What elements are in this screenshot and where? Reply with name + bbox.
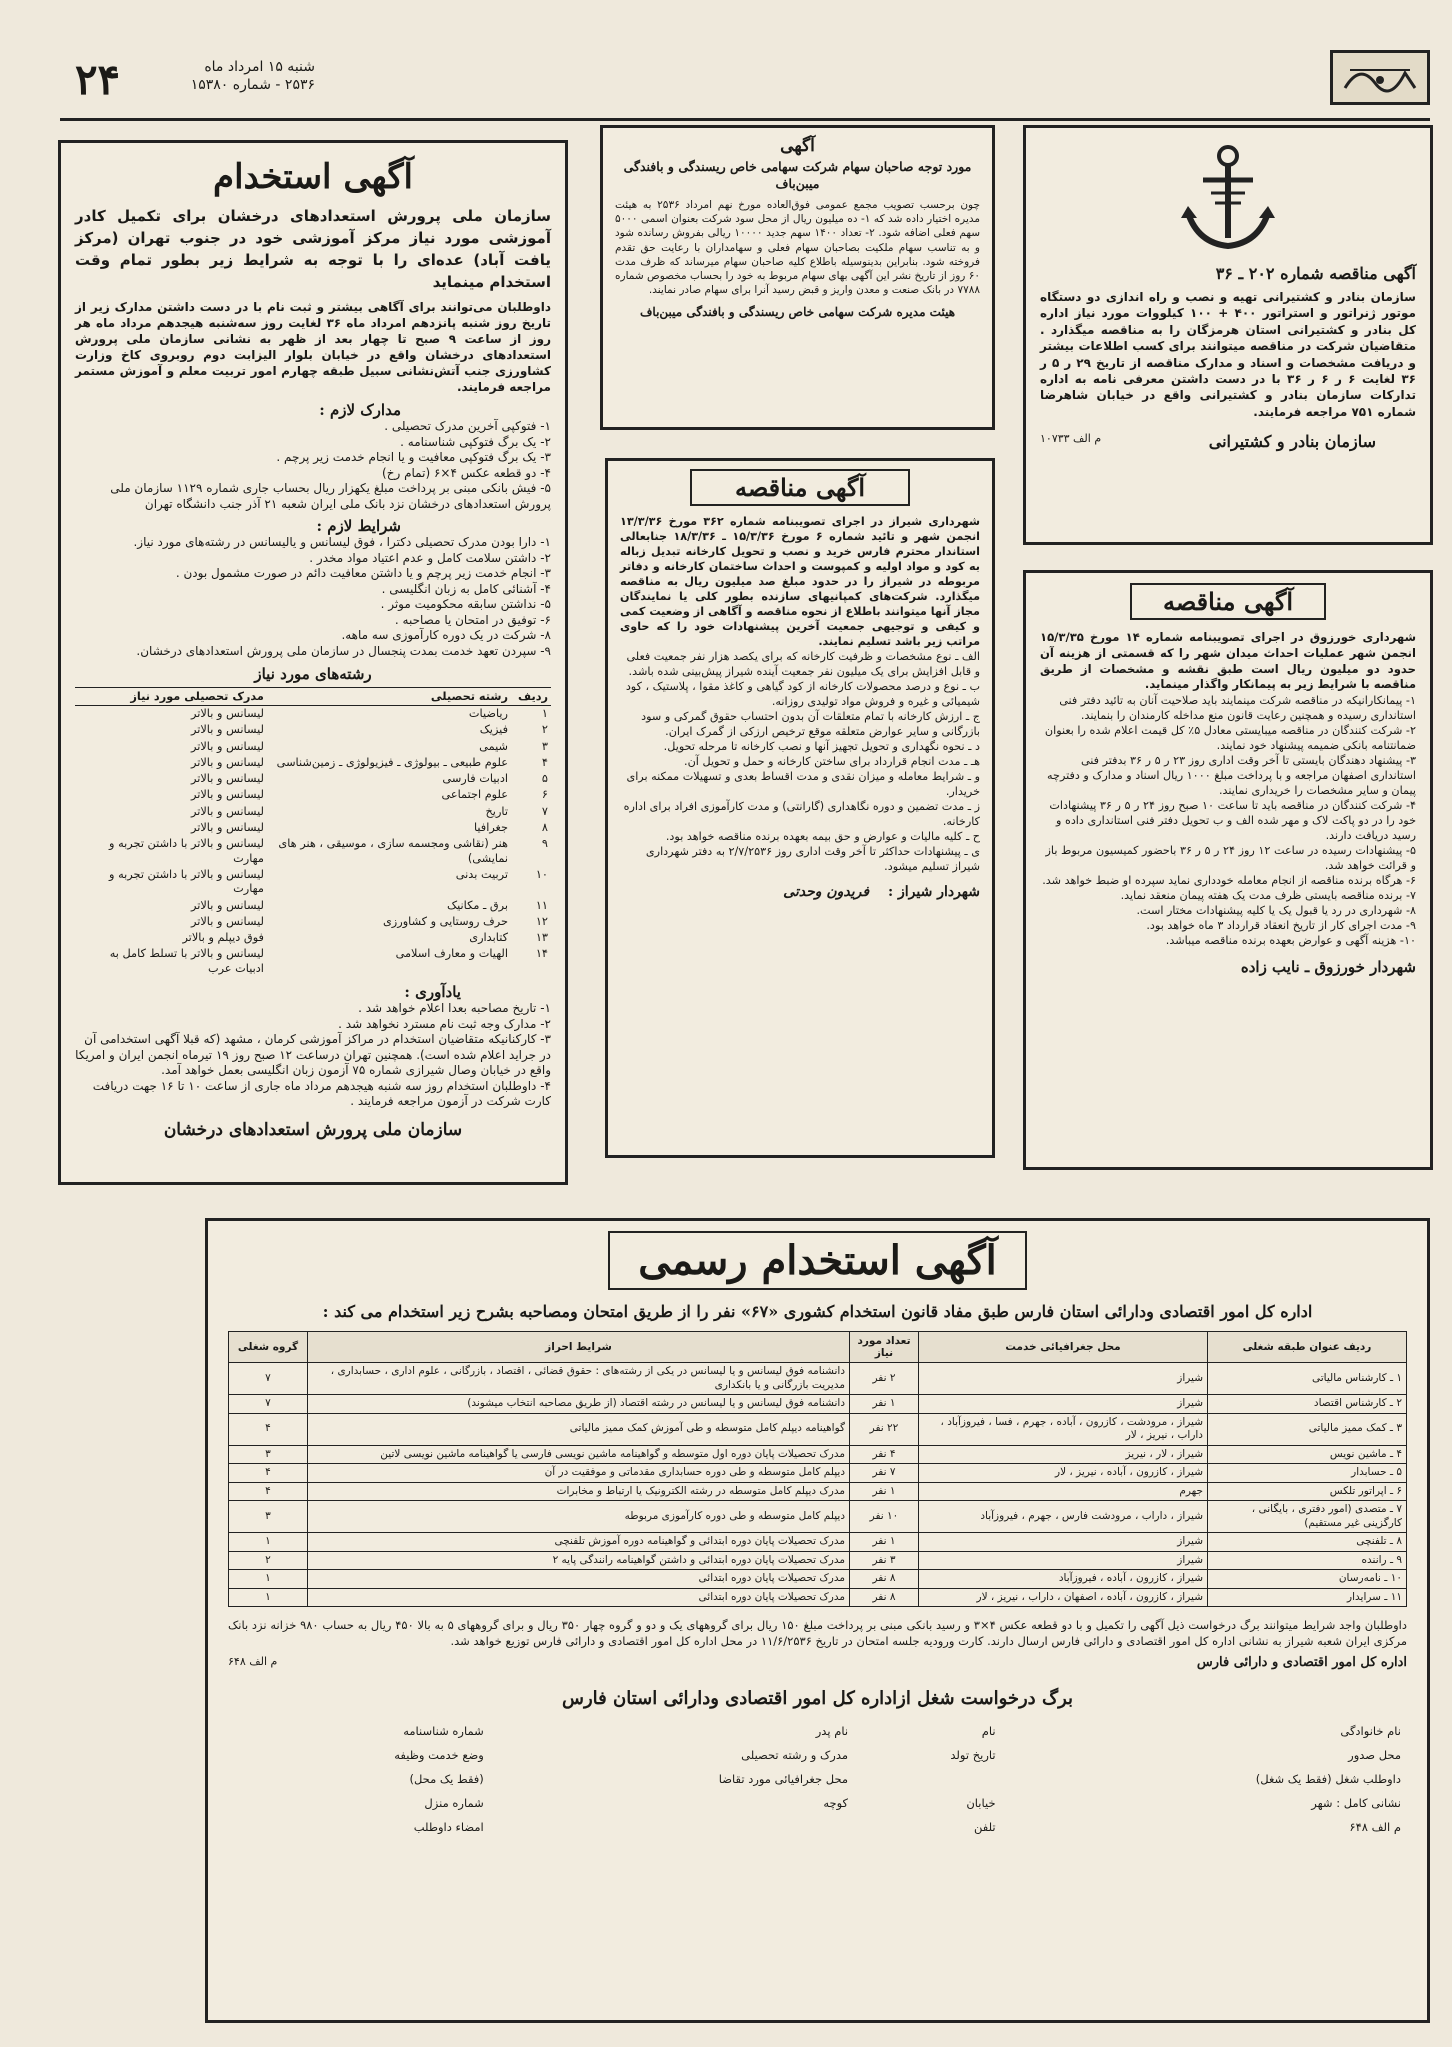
form-row	[228, 1767, 1407, 1791]
row-degree: لیسانس و بالاتر	[190, 788, 264, 802]
positions-table	[228, 1331, 1407, 1607]
application-form	[228, 1719, 1407, 1839]
position-location: شیراز ، کازرون ، آباده ، فیروزآباد	[919, 1570, 1208, 1589]
row-field: شیمی	[479, 739, 508, 753]
employment-ad	[58, 140, 568, 1185]
form-field-label: م الف ۶۴۸	[1349, 1820, 1401, 1834]
conditions-item: ۵- نداشتن سابقه محکومیت موثر .	[380, 597, 551, 611]
row-index: ۳	[541, 739, 548, 753]
docs-item: ۲- یک برگ فتوکپی شناسنامه .	[400, 434, 551, 449]
table-row	[229, 1588, 1407, 1607]
tender-clause: ز ـ مدت تضمین و دوره نگاهداری (گارانتی) و مدت کارآموزی افراد برای اداره کارخانه.	[623, 800, 980, 828]
row-field: فیزیک	[479, 723, 508, 737]
position-requirements: دانشنامه فوق لیسانس و یا لیسانس در رشته اقتصاد (از طریق مصاحبه انتخاب میشوند)	[308, 1395, 850, 1414]
form-field-label: تلفن	[974, 1820, 996, 1834]
form-field-label: (فقط یک محل)	[409, 1772, 484, 1786]
shiraz-tender-ad	[605, 458, 995, 1158]
header-rule	[60, 118, 1430, 121]
position-title: ۸ ـ تلفنچی	[1208, 1533, 1407, 1552]
ports-tender-title: آگهی مناقصه شماره ۲۰۲ ـ ۳۶	[1215, 264, 1416, 283]
position-title: ۱۱ ـ سرایدار	[1208, 1588, 1407, 1607]
position-title: ۲ ـ کارشناس اقتصاد	[1208, 1395, 1407, 1414]
share-sale-body: چون برحسب تصویب مجمع عمومی فوق‌العاده مورخ نهم امرداد ۲۵۳۶ به هیئت مدیره اختیار داده شد که ۱- ده میلیون ریال از محل سود شرکت بعنوان اسمی ۵۰۰۰ سهم فعلی اضافه شود. ۲- تعداد ۱۴۰۰ سهم جدید ۱۰۰۰۰ ریالی بفروش رسانده شود و به تناسب سهام ملکیت بصاحبان سهام فعلی و سهامداران با رعایت حق تقدم فروخته شود. بنابراین بدینوسیله باطلاع کلیه صاحبان سهام میرساند که ظرف مدت ۶۰ روز از تاریخ نشر این آگهی بهای سهام مربوط به خود را بحساب مخصوص شماره ۷۷۸۸ در بانک صنعت و معدن واریز و قبض رسید آنرا برای سهام صادر نمایند.	[615, 199, 981, 297]
table-row	[75, 739, 551, 755]
position-title: ۱۰ ـ نامه‌رسان	[1208, 1570, 1407, 1589]
tender-clause: ۱۰- هزینه آگهی و عوارض بعهده برنده مناقصه میباشد.	[1165, 934, 1416, 948]
table-row	[75, 914, 551, 930]
row-degree: لیسانس و بالاتر	[190, 821, 264, 835]
form-field-label: شماره منزل	[424, 1796, 484, 1810]
docs-item: ۵- فیش بانکی مبنی بر پرداخت مبلغ یکهزار ریال بحساب جاری شماره ۱۱۲۹ سازمان ملی پرورش استعدادهای درخشان نزد بانک ملی ایران شعبه ۲۱ آذر جنب دانشگاه تهران	[110, 481, 551, 511]
fields-title: رشته‌های مورد نیاز	[254, 665, 372, 683]
positions-header-requirements: شرایط احراز	[308, 1332, 850, 1363]
form-field-label: مدرک و رشته تحصیلی	[741, 1748, 849, 1762]
position-count: ۷ نفر	[850, 1464, 919, 1483]
position-location: شیراز	[919, 1533, 1208, 1552]
position-group: ۳	[229, 1501, 308, 1533]
signature-name: فریدون وحدتی	[783, 884, 870, 900]
conditions-item: ۲- داشتن سلامت کامل و عدم اعتیاد مواد مخدر .	[309, 550, 551, 565]
tender-clause: ۴- شرکت کنندگان در مناقصه باید تا ساعت ۱۰ صبح روز ۲۴ ر ۵ ر ۳۶ پیشنهادات خود را در دو پاکت لاک و مهر شده الف و ب تحویل دفتر فنی استانداری داده و رسید دریافت دارند.	[1049, 799, 1416, 843]
official-employment-issuer: اداره کل امور اقتصادی و دارائی فارس	[1196, 1655, 1407, 1670]
row-field: هنر (نقاشی ومجسمه سازی ، موسیقی ، هنر های نمایشی)	[278, 837, 508, 865]
form-field-label	[490, 1815, 854, 1839]
khorzuq-tender-ad	[1023, 570, 1433, 1170]
position-requirements: مدرک تحصیلات پایان دوره ابتدائی	[308, 1570, 850, 1589]
row-degree: لیسانس و بالاتر	[190, 772, 264, 786]
form-field-label: نام خانوادگی	[1340, 1724, 1401, 1738]
row-index: ۱۴	[535, 947, 548, 961]
fields-table	[75, 687, 551, 977]
position-location: شیراز ، داراب ، مرودشت فارس ، جهرم ، فیروزآباد	[919, 1501, 1208, 1533]
position-group: ۴	[229, 1464, 308, 1483]
conditions-item: ۳- انجام خدمت زیر پرچم و یا داشتن معافیت دائم در صورت مشمول بودن .	[175, 566, 551, 580]
newspaper-logo	[1330, 50, 1430, 105]
anchor-emblem-icon	[1173, 138, 1283, 258]
conditions-list	[75, 535, 551, 659]
notes-list	[75, 1001, 551, 1110]
form-field-label: وضع خدمت وظیفه	[394, 1748, 484, 1762]
position-group: ۱	[229, 1570, 308, 1589]
row-field: علوم طبیعی ـ بیولوژی ـ فیزیولوژی ـ زمین‌شناسی	[276, 755, 508, 769]
position-title: ۵ ـ حسابدار	[1208, 1464, 1407, 1483]
tender-clause: الف ـ نوع مشخصات و ظرفیت کارخانه که برای یکصد هزار نفر جمعیت فعلی و قابل افزایش برای یک میلیون نفر جمعیت آینده شیراز پیش‌بینی شده باشد.	[626, 650, 980, 678]
position-location: شیراز ، کازرون ، آباده ، نیریز ، لار	[919, 1464, 1208, 1483]
position-requirements: مدرک تحصیلات پایان دوره ابتدائی	[308, 1588, 850, 1607]
tender-clause: ج ـ ارزش کارخانه با تمام متعلقات آن بدون احتساب حقوق گمرکی و سود بازرگانی و سایر عوارض متعلقه موقع ترخیص ارزکی از گمرک ایران.	[641, 710, 980, 738]
row-degree: لیسانس و بالاتر با داشتن تجربه و مهارت	[109, 867, 264, 896]
position-count: ۳ نفر	[850, 1551, 919, 1570]
ports-tender-footer	[1040, 432, 1416, 451]
table-row	[75, 930, 551, 946]
tender-clause: ح ـ کلیه مالیات و عوارض و حق بیمه بعهده برنده مناقصه خواهد بود.	[665, 830, 980, 843]
official-employment-ad	[205, 1218, 1430, 2023]
notes-item: ۳- کارکنانیکه متقاضیان استخدام در مراکز آموزشی کرمان ، مشهد (که قبلا آگهی استخدامی آن در جراید اعلام شده است). همچنین تهران درساعت ۱۲ صبح روز ۱۹ تیرماه انجمن ایران و امریکا واقع در خیابان وصال شیرازی شماره ۷۵ آزمون زبان انگلیسی بعمل خواهد آمد.	[75, 1032, 551, 1078]
tender-clause: ۶- هرگاه برنده مناقصه از انجام معامله خودداری نماید سپرده او ضبط خواهد شد.	[1042, 874, 1416, 888]
position-group: ۱	[229, 1588, 308, 1607]
position-title: ۳ ـ کمک ممیز مالیاتی	[1208, 1413, 1407, 1445]
row-degree: لیسانس و بالاتر با تسلط کامل به ادبیات عرب	[109, 947, 264, 975]
row-field: تاریخ	[485, 804, 508, 818]
position-count: ۲۲ نفر	[850, 1413, 919, 1445]
official-employment-subtitle: اداره کل امور اقتصادی ودارائی استان فارس طبق مفاد قانون استخدام کشوری «۶۷» نفر را از طریق امتحان ومصاحبه بشرح زیر استخدام می کند :	[322, 1302, 1313, 1321]
row-index: ۱۱	[535, 898, 548, 912]
share-sale-title: آگهی	[780, 136, 815, 156]
table-row	[75, 706, 551, 723]
table-row	[229, 1570, 1407, 1589]
share-sale-subtitle: مورد توجه صاحبان سهام شرکت سهامی خاص ریسندگی و بافندگی میبن‌باف	[623, 159, 972, 191]
application-form-title: برگ درخواست شغل ازاداره کل امور اقتصادی ودارائی استان فارس	[561, 1688, 1074, 1709]
row-degree: فوق دیپلم و بالاتر	[182, 931, 264, 945]
row-degree: لیسانس و بالاتر	[190, 804, 264, 818]
table-row	[75, 836, 551, 867]
row-index: ۸	[541, 821, 548, 835]
position-location: شیراز ، کازرون ، آباده ، اصفهان ، داراب ، نیریز ، لار	[919, 1588, 1208, 1607]
row-field: حرف روستایی و کشاورزی	[382, 914, 508, 928]
employment-ad-signature: سازمان ملی پرورش استعدادهای درخشان	[163, 1119, 463, 1140]
position-requirements: دیپلم کامل متوسطه و طی دوره کارآموزی مربوطه	[308, 1501, 850, 1533]
conditions-item: ۱- دارا بودن مدرک تحصیلی دکترا ، فوق لیسانس و یالیسانس در رشته‌های مورد نیاز.	[133, 535, 551, 549]
tender-clause: ۹- مدت اجرای کار از تاریخ انعقاد قرارداد ۳ ماه خواهد بود.	[1146, 919, 1416, 933]
table-row	[75, 771, 551, 787]
row-field: کتابداری	[469, 931, 508, 945]
form-row	[228, 1719, 1407, 1743]
row-field: برق ـ مکانیک	[446, 898, 508, 912]
position-requirements: مدرک تحصیلات پایان دوره ابتدائی و گواهینامه دوره آموزش تلفنچی	[308, 1533, 850, 1552]
tender-clause: د ـ نحوه نگهداری و تحویل تجهیز آنها و نصب کارخانه تا مرحله تحویل.	[663, 740, 980, 753]
row-degree: لیسانس و بالاتر	[190, 914, 264, 928]
position-count: ۴ نفر	[850, 1445, 919, 1464]
position-group: ۳	[229, 1445, 308, 1464]
positions-header-group: گروه شغلی	[229, 1332, 308, 1363]
row-degree: لیسانس و بالاتر با داشتن تجربه و مهارت	[109, 837, 264, 865]
form-field-label: خیابان	[966, 1796, 996, 1810]
form-row	[228, 1791, 1407, 1815]
row-index: ۱۲	[535, 914, 548, 928]
row-index: ۱	[541, 707, 548, 720]
docs-list	[75, 419, 551, 512]
row-index: ۲	[541, 723, 548, 737]
position-location: شیراز	[919, 1363, 1208, 1395]
conditions-title: شرایط لازم :	[316, 517, 401, 535]
tender-clause: ۳- پیشنهاد دهندگان بایستی تا آخر وقت اداری روز ۲۳ ر ۵ ر ۳۶ بدفتر فنی استانداری اصفهان مراجعه و با پرداخت مبلغ ۱۰۰۰ ریال اسناد و مدارک و دفترچه پیمان و سایر مشخصات را خریداری نمایند.	[1047, 754, 1416, 798]
tender-clause: ۸- شهرداری در رد یا قبول یک یا کلیه پیشنهادات مختار است.	[1136, 904, 1416, 918]
table-row	[75, 898, 551, 914]
table-row	[75, 804, 551, 820]
table-row	[75, 820, 551, 836]
row-index: ۴	[541, 755, 548, 769]
date-line: شنبه ۱۵ امرداد ماه	[204, 59, 315, 75]
notes-item: ۴- داوطلبان استخدام روز سه شنبه هیجدهم مرداد ماه جاری از ساعت ۱۰ تا ۱۶ جهت دریافت کارت شرکت در آزمون مراجعه فرمایند .	[92, 1078, 551, 1109]
tender-clause: ۷- برنده مناقصه بایستی ظرف مدت یک هفته پیمان منعقد نماید.	[1120, 889, 1416, 903]
row-field: ادبیات فارسی	[442, 772, 508, 786]
table-row	[229, 1501, 1407, 1533]
position-title: ۴ ـ ماشین نویس	[1208, 1445, 1407, 1464]
issue-date	[135, 58, 315, 94]
fields-header-degree: مدرک تحصیلی مورد نیاز	[75, 688, 267, 706]
row-field: ریاضیات	[468, 707, 508, 720]
notes-item: ۱- تاریخ مصاحبه بعدا اعلام خواهد شد .	[358, 1001, 551, 1016]
tender-clause: ب ـ نوع و درصد محصولات کارخانه از کود گیاهی و کاغذ مقوا ، پلاستیک ، کود شیمیائی و غیره و فروش مواد تولیدی روزانه.	[625, 680, 980, 708]
position-title: ۷ ـ متصدی (امور دفتری ، بایگانی ، کارگزینی غیر مستقیم)	[1208, 1501, 1407, 1533]
form-row	[228, 1815, 1407, 1839]
row-index: ۵	[541, 772, 548, 786]
page-number: ۲۴	[75, 55, 121, 104]
table-row	[229, 1413, 1407, 1445]
khorzuq-tender-clauses	[1040, 693, 1416, 948]
position-location: شیراز	[919, 1395, 1208, 1414]
position-group: ۴	[229, 1482, 308, 1501]
share-sale-ad	[600, 125, 995, 430]
row-index: ۱۳	[535, 931, 548, 945]
table-row	[75, 867, 551, 898]
row-index: ۹	[541, 837, 548, 851]
tender-clause: ۲- شرکت کنندگان در مناقصه میبایستی معادل ۵٪ کل قیمت اعلام شده را بعنوان ضمانتنامه بانکی ضمیمه پیشنهاد خود نمایند.	[1044, 724, 1416, 753]
position-location: شیراز ، لار ، نیریز	[919, 1445, 1208, 1464]
position-title: ۶ ـ اپراتور تلکس	[1208, 1482, 1407, 1501]
fields-header-field: رشته تحصیلی	[267, 688, 511, 706]
signature-label: شهردار شیراز :	[887, 884, 980, 900]
row-index: ۷	[541, 804, 548, 818]
docs-title: مدارک لازم :	[319, 401, 401, 419]
position-count: ۸ نفر	[850, 1588, 919, 1607]
table-row	[229, 1533, 1407, 1552]
position-requirements: مدرک تحصیلات پایان دوره ابتدائی و داشتن گواهینامه رانندگی پایه ۲	[308, 1551, 850, 1570]
form-field-label: نام پدر	[815, 1724, 849, 1738]
position-requirements: گواهینامه دیپلم کامل متوسطه و طی آموزش کمک ممیز مالیاتی	[308, 1413, 850, 1445]
table-row	[229, 1363, 1407, 1395]
tender-clause: ۱- پیمانکارانیکه در مناقصه شرکت مینمایند باید صلاحیت آنان به تائید دفتر فنی استانداری رسیده و همچنین رعایت قانون منع مداخله کارمندان را بنمایند.	[1059, 694, 1416, 723]
employment-ad-details: داوطلبان می‌توانند برای آگاهی بیشتر و ثبت نام با در دست داشتن مدارک زیر از تاریخ روز شنبه پانزدهم امرداد ماه ۳۶ لغایت روز سه‌شنبه هیجدهم مرداد ماه هر روز از ساعت ۹ صبح تا چهار بعد از ظهر به نشانی سازمان ملی پرورش استعدادهای درخشان واقع در خیابان بلوار الیزابت دوم روبروی کاخ وزارت کشاورزی جنب آتش‌نشانی سبیل طبقه چهارم امور تربیت معلم و آموزش مستمر مراجعه فرمایند.	[75, 300, 552, 394]
positions-header-location: محل جغرافیائی خدمت	[919, 1332, 1208, 1363]
table-row	[229, 1395, 1407, 1414]
form-field-label: تاریخ تولد	[950, 1748, 996, 1762]
row-degree: لیسانس و بالاتر	[190, 755, 264, 769]
tender-clause: ی ـ پیشنهادات حداکثر تا آخر وقت اداری روز ۲/۷/۲۵۳۶ به دفتر شهرداری شیراز تسلیم میشود.	[645, 845, 980, 873]
shiraz-tender-body: شهرداری شیراز در اجرای تصویبنامه شماره ۳۶۲ مورخ ۱۳/۳/۳۶ انجمن شهر و تائید شماره ۶ مورخ ۱۵/۳/۳۶ ـ ۱۸/۳/۳۶ جنابعالی استاندار محترم فارس خرید و نصب و تحویل کارخانه تبدیل زباله به کود و مواد اولیه و کمپوست و احداث ساختمان کارخانه و دفاتر مربوطه در شیراز را در حدود مبلغ صد میلیون ریال به مناقصه میگذارد. شرکت‌های کمپانیهای سازنده بطور کلی یا نمایندگان مجاز آنها میتوانند باطلاع از نحوه مناقصه و آگاهی از وضعیت کمی و کیفی و توجیهی جمعیت آخرین پیشنهادات خود را که حاوی مراتب زیر باشد تسلیم نمایند.	[620, 515, 980, 648]
table-row	[75, 946, 551, 977]
employment-ad-title: آگهی استخدام	[213, 157, 413, 197]
conditions-item: ۸- شرکت در یک دوره کارآموزی سه ماهه.	[341, 628, 551, 642]
position-group: ۴	[229, 1413, 308, 1445]
tender-clause: ۵- پیشنهادات رسیده در ساعت ۱۲ روز ۲۴ ر ۵ ر ۳۶ باحضور کمیسیون مربوط باز و قرائت خواهد شد.	[1045, 844, 1416, 873]
official-employment-issuer-row	[228, 1655, 1407, 1670]
position-title: ۹ ـ راننده	[1208, 1551, 1407, 1570]
conditions-item: ۹- سپردن تعهد خدمت بمدت پنجسال در سازمان ملی پرورش استعدادهای درخشان.	[136, 643, 551, 658]
position-count: ۱ نفر	[850, 1482, 919, 1501]
table-row	[75, 722, 551, 738]
positions-header-title: ردیف عنوان طبقه شغلی	[1208, 1332, 1407, 1363]
notes-item: ۲- مدارک وجه ثبت نام مسترد نخواهد شد .	[338, 1016, 551, 1031]
issue-line: ۲۵۳۶ - شماره ۱۵۳۸۰	[190, 77, 315, 93]
notes-title: یادآوری :	[404, 983, 461, 1002]
row-degree: لیسانس و بالاتر	[190, 707, 264, 720]
ports-tender-ad	[1023, 125, 1433, 545]
shiraz-tender-clauses	[620, 649, 980, 874]
official-employment-title: آگهی استخدام رسمی	[608, 1231, 1027, 1290]
position-title: ۱ ـ کارشناس مالیاتی	[1208, 1363, 1407, 1395]
position-location: جهرم	[919, 1482, 1208, 1501]
employment-ad-intro: سازمان ملی پرورش استعدادهای درخشان برای تکمیل کادر آموزشی مورد نیاز مرکز آموزشی خود در جنوب تهران (مرکز یافت آباد) عده‌ای را با توجه به شرایط زیر بطور تمام وقت استخدام مینماید	[75, 207, 551, 291]
row-degree: لیسانس و بالاتر	[190, 723, 264, 737]
shiraz-tender-title: آگهی مناقصه	[690, 469, 910, 506]
form-field-label: امضاء داوطلب	[413, 1820, 484, 1834]
table-row	[229, 1464, 1407, 1483]
form-field-label: نشانی کامل : شهر	[1311, 1796, 1401, 1810]
form-field-label: شماره شناسنامه	[403, 1724, 484, 1738]
khorzuq-tender-signature: شهردار خورزوق ـ نایب زاده	[1240, 958, 1416, 977]
position-group: ۱	[229, 1533, 308, 1552]
row-index: ۱۰	[535, 867, 548, 881]
form-field-label: کوچه	[823, 1796, 849, 1810]
table-row	[75, 755, 551, 771]
position-requirements: مدرک دیپلم کامل متوسطه در رشته الکترونیک یا ارتباط و مخابرات	[308, 1482, 850, 1501]
positions-header-count: تعداد مورد نیاز	[850, 1332, 919, 1363]
position-group: ۷	[229, 1363, 308, 1395]
row-field: جغرافیا	[473, 821, 508, 835]
shiraz-tender-signature	[620, 884, 980, 900]
logo-calligraphy-icon	[1340, 58, 1420, 98]
docs-item: ۴- دو قطعه عکس ۴×۶ (تمام رخ)	[382, 465, 551, 480]
position-count: ۱ نفر	[850, 1533, 919, 1552]
conditions-item: ۴- آشنائی کامل به زبان انگلیسی .	[381, 581, 551, 596]
khorzuq-tender-body: شهرداری خورزوق در اجرای تصویبنامه شماره ۱۴ مورخ ۱۵/۳/۳۵ انجمن شهر عملیات احداث میدان شهر را که قسمتی از هزینه آن حدود دو میلیون ریال است طبق نقشه و مشخصات از طریق مناقصه با شرایط زیر به پیمانکار واگذار مینماید.	[1040, 630, 1416, 692]
form-field-label: نام	[981, 1724, 996, 1738]
position-requirements: دانشنامه فوق لیسانس و یا لیسانس در یکی از رشته‌های : حقوق قضائی ، اقتصاد ، بازرگانی ، علوم اداری ، حسابداری ، مدیریت بازرگانی و یا بانکداری	[308, 1363, 850, 1395]
row-field: علوم اجتماعی	[441, 788, 508, 802]
form-row	[228, 1743, 1407, 1767]
position-group: ۷	[229, 1395, 308, 1414]
khorzuq-tender-title: آگهی مناقصه	[1130, 583, 1326, 620]
position-count: ۱ نفر	[850, 1395, 919, 1414]
row-field: الهیات و معارف اسلامی	[395, 947, 508, 961]
row-degree: لیسانس و بالاتر	[190, 898, 264, 912]
row-field: تربیت بدنی	[455, 867, 508, 881]
ports-tender-body: سازمان بنادر و کشتیرانی تهیه و نصب و راه اندازی دو دستگاه موتور ژنراتور و استراتور ۴۰۰ + ۱۰۰ کیلووات مورد نیاز اداره کل بنادر و کشتیرانی استان هرمزگان را به مناقصه میگذارد . متقاضیان شرکت در مناقصه میتوانند برای کسب اطلاعات بیشتر و دریافت مشخصات و اسناد و مدارک مناقصه از تاریخ ۲۹ ر ۵ ر ۳۶ لغایت ۶ ر ۶ ر ۳۶ با در دست داشتن معرفی نامه به اداره تدارکات سازمان بنادر و کشتیرانی واقع در خیابان شاهرضا شماره ۷۵۱ مراجعه فرمایند.	[1040, 290, 1417, 419]
position-count: ۸ نفر	[850, 1570, 919, 1589]
position-count: ۱۰ نفر	[850, 1501, 919, 1533]
tender-clause: هـ ـ مدت انجام قرارداد برای ساختن کارخانه و حمل و تحویل آن.	[684, 755, 980, 768]
row-index: ۶	[541, 788, 548, 802]
table-row	[229, 1551, 1407, 1570]
row-degree: لیسانس و بالاتر	[190, 739, 264, 753]
share-sale-footer: هیئت مدیره شرکت سهامی خاص ریسندگی و بافندگی میبن‌باف	[639, 305, 956, 320]
position-count: ۲ نفر	[850, 1363, 919, 1395]
ports-tender-signature: سازمان بنادر و کشتیرانی	[1208, 432, 1376, 452]
position-requirements: دیپلم کامل متوسطه و طی دوره حسابداری مقدماتی و موفقیت در آن	[308, 1464, 850, 1483]
form-field-label: داوطلب شغل (فقط یک شغل)	[1255, 1772, 1401, 1786]
table-row	[229, 1482, 1407, 1501]
table-row	[75, 787, 551, 803]
position-requirements: مدرک تحصیلات پایان دوره اول متوسطه و گواهینامه ماشین نویسی فارسی یا گواهینامه ماشین نویسی لاتین	[308, 1445, 850, 1464]
position-group: ۲	[229, 1551, 308, 1570]
conditions-item: ۶- توفیق در امتحان یا مصاحبه .	[394, 612, 551, 627]
fields-header-index: ردیف	[511, 688, 551, 706]
docs-item: ۱- فتوکپی آخرین مدرک تحصیلی .	[384, 419, 551, 433]
table-row	[229, 1445, 1407, 1464]
position-location: شیراز ، مرودشت ، کازرون ، آباده ، جهرم ، فسا ، فیروزآباد ، داراب ، نیریز ، لار	[919, 1413, 1208, 1445]
position-location: شیراز	[919, 1551, 1208, 1570]
form-field-label	[854, 1767, 1002, 1791]
form-field-label: محل جغرافیائی مورد تقاضا	[718, 1772, 849, 1786]
official-employment-footnote: داوطلبان واجد شرایط میتوانند برگ درخواست ذیل آگهی را تکمیل و با دو قطعه عکس ۴×۳ و رسید بانکی مبنی بر پرداخت مبلغ ۱۵۰ ریال برای گروههای یک و دو و گروه چهار ۳۵۰ ریال و برای گروههای ۵ به بالا ۴۵۰ ریال به حساب ۹۸۰ خزانه نزد بانک مرکزی ایران شعبه شیراز به نشانی اداره کل امور اقتصادی و دارائی فارس ارسال دارند. کارت ورودیه جلسه امتحان در تاریخ ۱۱/۶/۲۵۳۶ در محل اداره کل امور اقتصادی و دارائی فارس توزیع خواهد شد.	[228, 1618, 1407, 1648]
form-field-label: محل صدور	[1348, 1748, 1401, 1762]
official-employment-code: م الف ۶۴۸	[228, 1655, 278, 1668]
docs-item: ۳- یک برگ فتوکپی معافیت و یا انجام خدمت زیر پرچم .	[276, 450, 551, 464]
ports-tender-code: م الف ۱۰۷۳۳	[1040, 432, 1102, 446]
tender-clause: و ـ شرایط معامله و میزان نقدی و مدت اقساط بعدی و تسهیلات ممکنه برای خریدار.	[626, 770, 980, 798]
